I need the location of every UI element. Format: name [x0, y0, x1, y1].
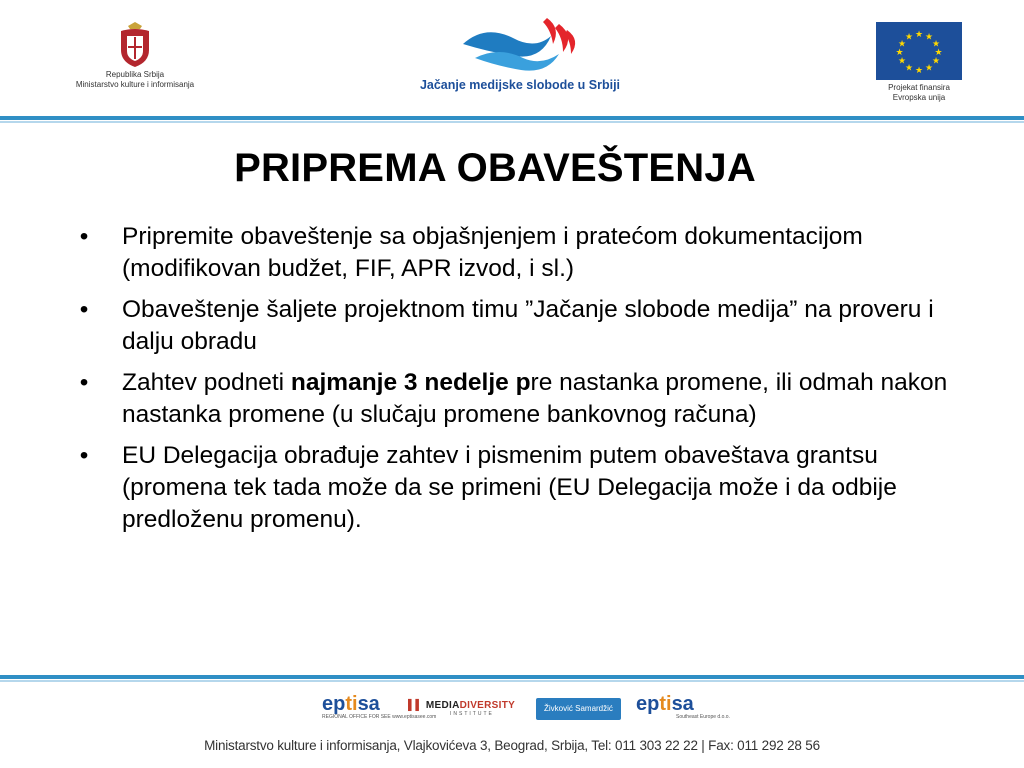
logo-text: ep — [322, 693, 346, 715]
logo-subtext: Southeast Europe d.o.o. — [676, 714, 730, 720]
media-diversity-logo — [408, 700, 515, 734]
svg-text:★: ★ — [904, 63, 914, 74]
footer-logos — [0, 690, 1024, 732]
slide-title: PRIPREMA OBAVEŠTENJA — [234, 146, 756, 190]
logo-text-accent: ti — [345, 693, 358, 715]
left-caption-line2: Ministarstvo kulture i informisanja — [75, 80, 195, 89]
bullet-marker: • — [79, 442, 89, 469]
bullet-item — [74, 221, 974, 285]
bullet-text: EU Delegacija obrađuje zahtev i pismenim putem obaveštava grantsu (promena tek tada može da se primeni (EU Delegacija može i da odbije predloženu promenu). — [122, 442, 897, 533]
logo-text: MEDIA — [425, 700, 460, 711]
logo-subtext: REGIONAL OFFICE FOR SEE www.eptisasee.com — [322, 714, 437, 720]
footer-divider — [0, 675, 1024, 679]
mdi-icon: ▌▌ — [408, 700, 423, 711]
bullet-text: Pripremite obaveštenje sa objašnjenjem i pratećom dokumentacijom (modifikovan budžet, FIF, APR izvod, i sl.) — [122, 223, 863, 282]
eptisa-southeast-logo — [636, 694, 730, 728]
bullet-text-part: re nastanka promene, ili odmah nakon nastanka promene (u slučaju promene bankovnog računa) — [122, 369, 948, 428]
serbian-coat-of-arms-icon — [118, 22, 152, 68]
bullet-list — [74, 221, 974, 545]
project-logo — [395, 14, 645, 109]
bullet-text: Obaveštenje šaljete projektnom timu ”Jačanje slobode medija” na proveru i dalju obradu — [122, 296, 934, 355]
right-caption-line1: Projekat finansira — [888, 83, 950, 92]
bullet-item — [74, 294, 974, 358]
svg-text:★: ★ — [897, 56, 907, 67]
right-caption-line2: Evropska unija — [892, 93, 946, 102]
bullet-text-part: Zahtev podneti — [122, 369, 291, 396]
footer-divider-light — [0, 680, 1024, 682]
logo-text: sa — [671, 693, 694, 715]
svg-text:★: ★ — [904, 32, 914, 43]
bullet-text — [122, 367, 974, 431]
svg-text:★: ★ — [924, 32, 934, 43]
bullet-marker: • — [79, 296, 89, 323]
svg-text:★: ★ — [914, 66, 924, 76]
svg-text:★: ★ — [931, 39, 941, 50]
svg-text:★: ★ — [934, 48, 943, 58]
bullet-item — [74, 440, 974, 536]
logo-text-accent: DIVERSITY — [459, 700, 516, 711]
bullet-item — [74, 367, 974, 431]
eu-flag-icon — [876, 22, 962, 80]
logo-text-accent: ti — [659, 693, 672, 715]
zivkovic-samardzic-logo: Živković Samardžić — [536, 698, 621, 720]
project-logo-caption: Jačanje medijske slobode u Srbiji — [419, 78, 621, 92]
logo-text: sa — [357, 693, 380, 715]
serbia-ministry-logo — [60, 22, 210, 112]
bullet-marker: • — [79, 223, 89, 250]
bullet-text-bold: najmanje 3 nedelje p — [290, 369, 531, 396]
header-divider — [0, 116, 1024, 120]
slide-header — [0, 0, 1024, 118]
svg-text:★: ★ — [931, 56, 941, 67]
logo-text: ep — [636, 693, 660, 715]
bullet-marker: • — [79, 369, 89, 396]
logo-subtext: INSTITUTE — [450, 711, 494, 717]
header-divider-light — [0, 121, 1024, 123]
footer-address: Ministarstvo kulture i informisanja, Vlajkovićeva 3, Beograd, Srbija, Tel: 011 303 22 22 | Fax: 011 292 28 56 — [204, 738, 820, 753]
svg-text:★: ★ — [897, 39, 907, 50]
left-caption-line1: Republika Srbija — [105, 70, 165, 79]
svg-text:★: ★ — [914, 30, 924, 40]
wave-bird-icon — [455, 14, 585, 76]
eu-funding-logo — [864, 22, 974, 114]
svg-text:★: ★ — [895, 48, 904, 58]
svg-text:★: ★ — [924, 63, 934, 74]
